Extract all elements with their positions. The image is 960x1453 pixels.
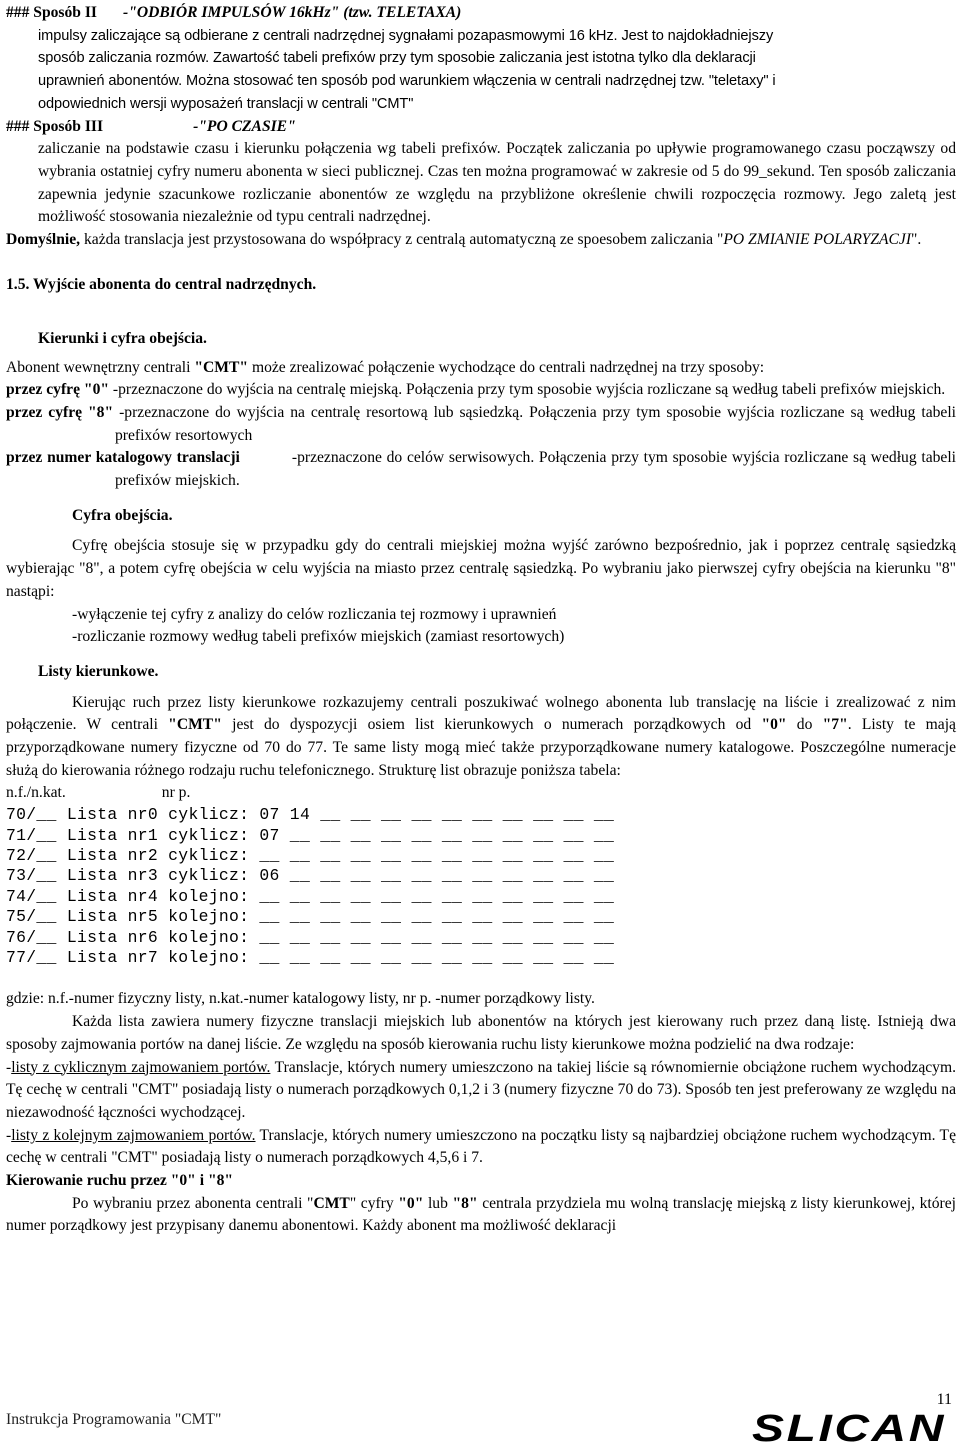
each-list-paragraph: Każda lista zawiera numery fizyczne translacji miejskich lub abonentów na których jest kierowany ruch przez daną listę. Istnieją dwa sposoby zajmowania portów na danej liście. Ze względu na sposób kierowania ruchu listy kierunkowe można podzielić na dwa rodzaje: [6,1013,956,1053]
table-legend: gdzie: n.f.-numer fizyczny listy, n.kat.-numer katalogowy listy, nr p. -numer porządkowy listy. [6,990,595,1008]
bypass-digit-text: Cyfrę obejścia stosuje się w przypadku gdy do centrali miejskiej można wyjść zarówno bezpośrednio, jak i poprzez centralę sąsiedzką wybierając "8", a potem cyfrę obejścia w celu wyjścia na miasto przez centralę sąsiedzką. Po wybraniu jako pierwszej cyfry obejścia na kierunku "8" nastąpi: [6,537,956,600]
cyclic-lists-paragraph: -listy z cyklicznym zajmowaniem portów. Translacje, których numery umieszczono na takiej liście są równomiernie obciążone ruchem wychodzącym. Tę cechę w centrali "CMT" posiadają listy o numerach porządkowych 0,1,2 i 3 (numery fizyczne 70 do 73). Sposób ten jest preferowany ze względu na niezawodność łączności wychodzącej. [6,1058,956,1121]
bypass-bullet-1: -wyłączenie tej cyfry z analizy do celów rozliczania tej rozmowy i uprawnień [72,605,557,623]
sequential-lists-paragraph: -listy z kolejnym zajmowaniem portów. Translacje, których numery umieszczono na początku listy są najbardziej obciążone ruchem wychodzącym. Tę cechę w centrali "CMT" posiadają listy o numerach porządkowych 4,5,6 i 7. [6,1126,957,1167]
document-page [6,2,956,1238]
option-digit-0: przez cyfrę "0" -przeznaczone do wyjścia na centralę miejską. Połączenia przy tym sposobie wyjścia rozliczane są według tabeli prefixów miejskich. [6,381,946,399]
method2-text: impulsy zaliczające są odbierane z centrali nadrzędnej sygnałami pozapasmowymi 16 kHz. Jest to najdokładniejszy sposób zaliczania rozmów. Zawartość tabeli prefixów przy tym sposobie zaliczania jest istotna tylko dla deklaracji uprawnień abonentów. Można stosować ten sposób pod warunkiem włączenia w centrali nadrzędnej tzw. "teletaxy" i odpowiednich wersji wyposażeń translacji w centrali "CMT" [38,27,776,112]
routing-heading: Kierowanie ruchu przez "0" i "8" [6,1172,234,1190]
method3-title: -"PO CZASIE" [193,117,296,135]
table-row: 71/__ Lista nr1 cyklicz: 07 __ __ __ __ __ __ __ __ __ __ __ [6,825,615,845]
method3-heading [6,116,956,139]
method2-label: ### Sposób II [6,4,98,21]
routing-text: Po wybraniu przez abonenta centrali "CMT" cyfry "0" lub "8" centrala przydziela mu wolną translację miejską z listy kierunkowej, której numer porządkowy jest przypisany danemu abonentowi. Każdy abonent ma możliwość deklaracji [6,1194,956,1235]
default-paragraph: Domyślnie, każda translacja jest przystosowana do współpracy z centralą automatyczną ze spoesobem zaliczania "PO ZMIANIE POLARYZACJI". [6,231,922,249]
method2-title: -"ODBIÓR IMPULSÓW 16kHz" (tzw. TELETAXA) [123,4,462,21]
table-row: 73/__ Lista nr3 cyklicz: 06 __ __ __ __ __ __ __ __ __ __ __ [6,866,615,886]
table-row: 75/__ Lista nr5 kolejno: __ __ __ __ __ __ __ __ __ __ __ __ [6,907,615,927]
option-digit-8: przez cyfrę "8" -przeznaczone do wyjścia na centralę resortową lub sąsiedzką. Połączenia przy tym sposobie wyjścia rozliczane są według tabeli prefixów resortowych [6,403,956,444]
section-1-5-heading: 1.5. Wyjście abonenta do central nadrzędnych. [6,276,317,294]
table-row: 72/__ Lista nr2 cyklicz: __ __ __ __ __ __ __ __ __ __ __ __ [6,845,615,865]
option-catalog-number: przez numer katalogowy translacji -przeznaczone do celów serwisowych. Połączenia przy tym sposobie wyjścia rozliczane są według tabeli prefixów miejskich. [6,449,956,490]
table-row: 70/__ Lista nr0 cyklicz: 07 14 __ __ __ __ __ __ __ __ __ __ [6,805,615,825]
bypass-bullet-2: -rozliczanie rozmowy według tabeli prefixów miejskich (zamiast resortowych) [72,628,565,646]
method2-heading [6,2,956,25]
list-table [6,805,956,968]
method3-text: zaliczanie na podstawie czasu i kierunku połączenia wg tabeli prefixów. Początek zaliczania po upływie programowanego czasu począwszy od wybrania ostatniej cyfry numeru abonenta w sieci publicznej. Czas ten można programować w zakresie od 5 do 99_sekund. Ten sposób zaliczania zapewnia jedynie szacunkowe rozliczanie abonentów ze względu na przybliżone określenie chwili rozpoczęcia rozmowy. Jego zaletą jest możliwość stosowania niezależnie od typu centrali nadrzędnej. [38,140,956,226]
slican-logo [750,1411,950,1453]
table-row: 76/__ Lista nr6 kolejno: __ __ __ __ __ __ __ __ __ __ __ __ [6,927,615,947]
table-row: 74/__ Lista nr4 kolejno: __ __ __ __ __ __ __ __ __ __ __ __ [6,886,615,906]
slican-logo-icon [750,1411,950,1445]
page-number: 11 [936,1391,952,1408]
intro-paragraph: Abonent wewnętrzny centrali "CMT" może zrealizować połączenie wychodzące do centrali nadrzędnej na trzy sposoby: [6,358,765,376]
logo-text: SLICAN [752,1411,946,1445]
bypass-digit-heading: Cyfra obejścia. [72,506,173,524]
direction-lists-text: Kierując ruch przez listy kierunkowe rozkazujemy centrali poszukiwać wolnego abonenta lub translację na liście i zrealizować z nim połączenie. W centrali "CMT" jest do dyspozycji osiem list kierunkowych o numerach porządkowych od "0" do "7". Listy te mają przyporządkowane numery fizyczne od 70 do 77. Te same listy mogą mieć także przyporządkowane numery katalogowe. Poszczególne numeracje służą do kierowania różnego rodzaju ruchu telefonicznego. Strukturę list obrazuje poniższa tabela: [6,693,956,779]
footer-doc-title: Instrukcja Programowania "CMT" [6,1411,222,1428]
direction-lists-heading: Listy kierunkowe. [38,662,159,680]
list-table-header: n.f./n.kat. nr p. [6,784,191,802]
directions-heading: Kierunki i cyfra obejścia. [38,329,207,347]
method3-label: ### Sposób III [6,117,104,135]
table-row: 77/__ Lista nr7 kolejno: __ __ __ __ __ __ __ __ __ __ __ __ [6,948,615,968]
